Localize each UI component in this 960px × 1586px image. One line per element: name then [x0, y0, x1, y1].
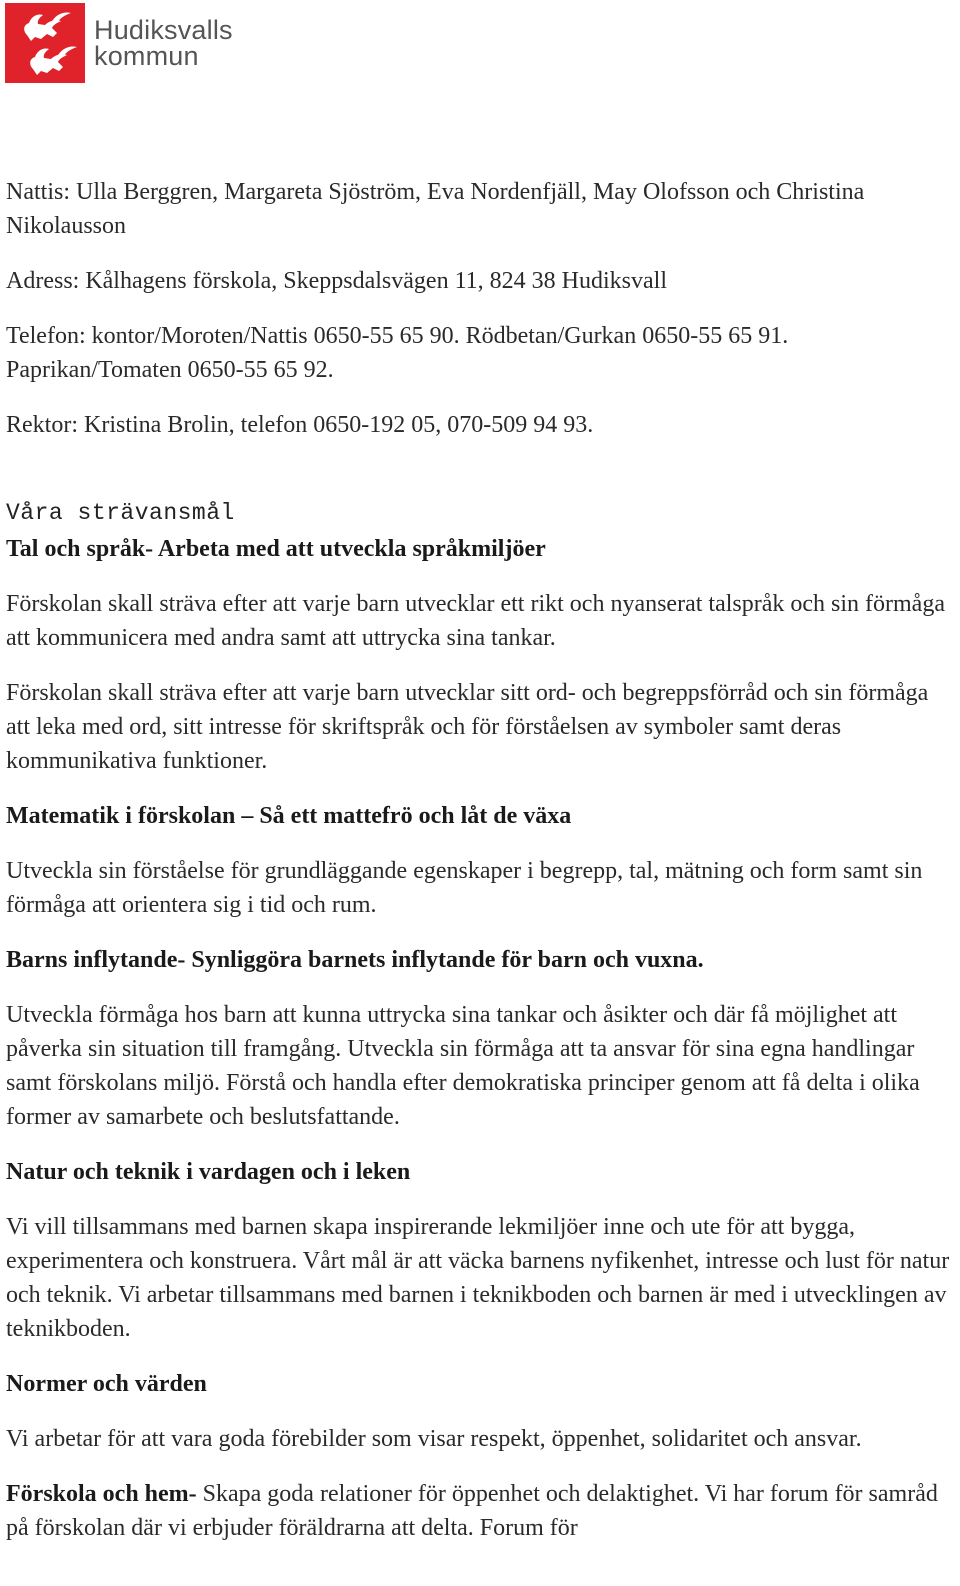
language-paragraph-2: Förskolan skall sträva efter att varje barn utvecklar sitt ord- och begreppsförråd och sin förmåga att leka med ord, sitt intresse för skriftspråk och för förståelsen av symboler samt deras kommunikativa funktioner. [6, 680, 929, 774]
math-paragraph: Utveckla sin förståelse för grundläggande egenskaper i begrepp, tal, mätning och form samt sin förmåga att orientera sig i tid och rum. [6, 858, 923, 918]
nature-paragraph: Vi vill tillsammans med barnen skapa inspirerande lekmiljöer inne och ute för att bygga, experimentera och konstruera. Vårt mål är att väcka barnens nyfikenhet, intresse och lust för natur och teknik. Vi arbetar tillsammans med barnen i teknikboden och barnen är med i utvecklingen av teknikboden. [6, 1214, 950, 1342]
staff-nattis: Nattis: Ulla Berggren, Margareta Sjöström, Eva Nordenfjäll, May Olofsson och Christina Nikolausson [6, 179, 865, 239]
home-paragraph-text: Skapa goda relationer för öppenhet och delaktighet. Vi har forum för samråd på förskolan där vi erbjuder föräldrarna att delta. Forum för [6, 1481, 938, 1541]
section-title: Våra strävansmål [6, 500, 235, 526]
logo-name-line2: kommun [94, 41, 199, 71]
municipality-logo [5, 3, 233, 83]
address: Adress: Kålhagens förskola, Skeppsdalsvägen 11, 824 38 Hudiksvall [6, 268, 668, 294]
phone-numbers: Telefon: kontor/Moroten/Nattis 0650-55 65 90. Rödbetan/Gurkan 0650-55 65 91. Paprikan/Tomaten 0650-55 65 92. [6, 323, 789, 383]
logo-wordmark [94, 17, 233, 69]
home-paragraph [6, 1477, 951, 1545]
goat-logo-icon [5, 3, 85, 83]
language-paragraph-1: Förskolan skall sträva efter att varje barn utvecklar ett rikt och nyanserat talspråk och sin förmåga att kommunicera med andra samt att uttrycka sina tankar. [6, 591, 945, 651]
heading-language: Tal och språk- Arbeta med att utveckla språkmiljöer [6, 536, 546, 562]
heading-influence: Barns inflytande- Synliggöra barnets inflytande för barn och vuxna. [6, 947, 704, 973]
logo-name-line1: Hudiksvalls [94, 15, 233, 45]
document-body [6, 175, 951, 1545]
heading-norms: Normer och värden [6, 1371, 207, 1397]
heading-nature: Natur och teknik i vardagen och i leken [6, 1159, 411, 1185]
influence-paragraph: Utveckla förmåga hos barn att kunna uttrycka sina tankar och åsikter och där få möjlighet att påverka sin situation till framgång. Utveckla sin förmåga att ta ansvar för sina egna handlingar samt förskolans miljö. Förstå och handla efter demokratiska principer genom att få delta i olika former av samarbete och beslutsfattande. [6, 1002, 920, 1130]
heading-home: Förskola och hem- [6, 1481, 197, 1507]
norms-paragraph: Vi arbetar för att vara goda förebilder som visar respekt, öppenhet, solidaritet och ansvar. [6, 1426, 862, 1452]
heading-math: Matematik i förskolan – Så ett mattefrö och låt de växa [6, 803, 572, 829]
principal-contact: Rektor: Kristina Brolin, telefon 0650-192 05, 070-509 94 93. [6, 412, 594, 438]
